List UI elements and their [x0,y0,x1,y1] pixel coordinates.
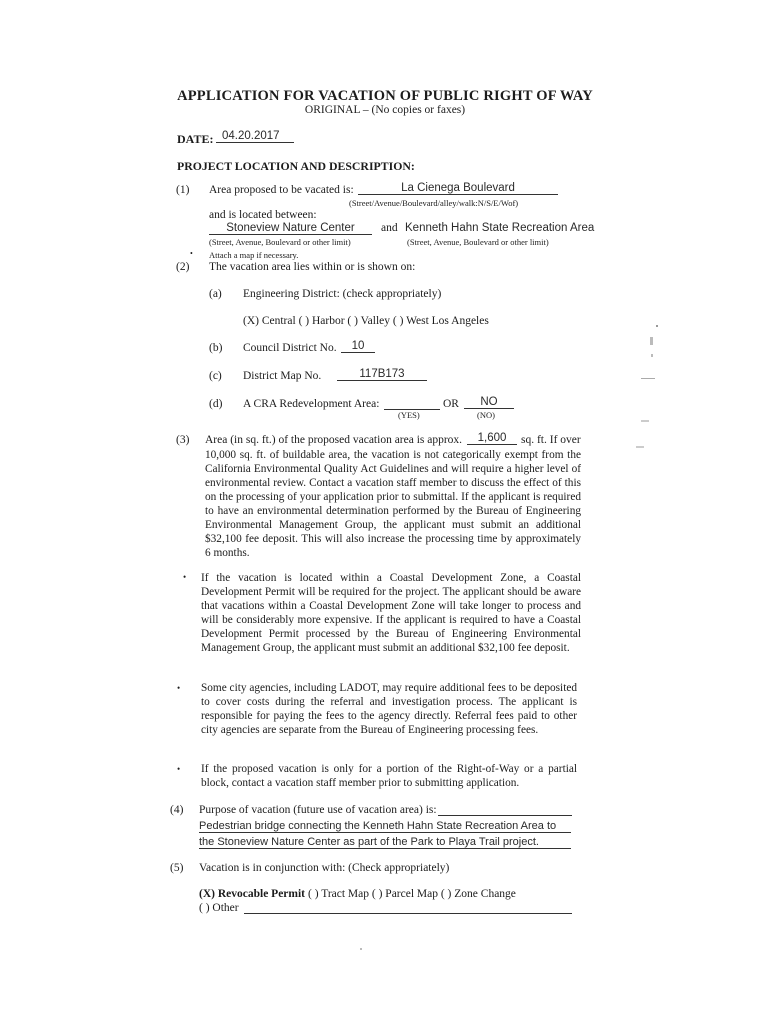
area-vacated-field[interactable]: La Cienega Boulevard [358,182,558,195]
cra-no-field[interactable]: NO [464,396,514,409]
cra-no-hint: (NO) [477,410,495,420]
other-option[interactable]: ( ) Other [199,902,239,914]
partial-vacation-note: If the proposed vacation is only for a portion of the Right-of-Way or a partial block, contact a vacation staff member prior to submitting application. [201,763,577,789]
cra-yes-field[interactable] [384,396,440,410]
district-map-field[interactable]: 117B173 [337,368,427,381]
area-sqft-label: Area (in sq. ft.) of the proposed vacation area is approx. [205,434,463,446]
street2-hint: (Street, Avenue, Boulevard or other limit) [407,237,549,247]
date-field[interactable]: 04.20.2017 [216,130,294,143]
area-vacated-hint: (Street/Avenue/Boulevard/alley/walk:N/S/E/Wof) [349,198,519,208]
section-heading: PROJECT LOCATION AND DESCRIPTION: [177,159,415,173]
scan-speck [651,354,653,357]
and-label: and [381,222,398,234]
scan-speck [641,378,655,379]
item2a-number: (a) [209,288,222,300]
street1-field[interactable]: Stoneview Nature Center [209,222,372,235]
engineering-district-label: Engineering District: (check appropriately) [243,288,442,300]
other-field[interactable] [244,900,572,914]
bullet-dot: • [177,764,181,774]
cra-or-label: OR [443,398,459,410]
bullet-dot: • [183,572,187,582]
purpose-field-line2[interactable]: the Stoneview Nature Center as part of the Park to Playa Trail project. [199,836,571,849]
conjunction-label: Vacation is in conjunction with: (Check appropriately) [199,862,450,874]
bullet-dot: • [190,249,193,258]
street2-field[interactable]: Kenneth Hahn State Recreation Area [405,222,595,234]
bullet-dot: • [177,683,181,693]
item2b-number: (b) [209,342,223,354]
scan-speck [641,420,649,422]
cra-yes-hint: (YES) [398,410,420,420]
page-title: APPLICATION FOR VACATION OF PUBLIC RIGHT OF WAY [177,88,593,104]
cra-area-label: A CRA Redevelopment Area: [243,398,380,410]
area-sqft-field[interactable]: 1,600 [467,432,517,445]
other-map-options[interactable]: ( ) Tract Map ( ) Parcel Map ( ) Zone Change [308,888,516,900]
located-between-label: and is located between: [209,209,317,221]
scan-speck [656,325,658,327]
agency-fees-note: Some city agencies, including LADOT, may require additional fees to be deposited to cover costs during the referral and investigation process. The applicant is responsible for paying the fees to the agency directly. Referral fees paid to other city agencies are separate from the Bureau of Engineering processing fees. [201,682,577,736]
scan-speck [360,948,362,950]
item4-number: (4) [170,804,184,816]
purpose-field-line1[interactable]: Pedestrian bridge connecting the Kenneth Hahn State Recreation Area to [199,820,571,833]
item1-label: Area proposed to be vacated is: [209,184,354,196]
revocable-permit-option[interactable]: (X) Revocable Permit [199,888,306,900]
street1-hint: (Street, Avenue, Boulevard or other limit) [209,237,351,247]
district-options[interactable]: (X) Central ( ) Harbor ( ) Valley ( ) West Los Angeles [243,315,489,327]
area-sqft-suffix: sq. ft. If over [521,434,581,446]
attach-map-note: Attach a map if necessary. [209,250,299,260]
item1-number: (1) [176,184,190,196]
item2-label: The vacation area lies within or is shown on: [209,261,416,273]
council-district-field[interactable]: 10 [341,340,375,353]
council-district-label: Council District No. [243,342,337,354]
page-subtitle: ORIGINAL – (No copies or faxes) [304,104,466,116]
purpose-line-blank [438,802,572,816]
date-label: DATE: [177,132,214,146]
scan-speck [650,337,653,345]
district-map-label: District Map No. [243,370,322,382]
purpose-label: Purpose of vacation (future use of vacation area) is: [199,804,437,816]
item2c-number: (c) [209,370,222,382]
item2-number: (2) [176,261,190,273]
environmental-review-paragraph: 10,000 sq. ft. of buildable area, the vacation is not categorically exempt from the California Environmental Quality Act Guidelines and will require a higher level of environmental review. Contact a vacation staff member to discuss the effect of this on the processing of your application prior to submittal. If the applicant is required to have an environmental determination performed by the Bureau of Engineering Environmental Management Group, the applicant must submit an additional $32,100 fee deposit. This will also increase the processing time by approximately 6 months. [205,449,581,559]
item5-number: (5) [170,862,184,874]
coastal-zone-note: If the vacation is located within a Coastal Development Zone, a Coastal Development Permit will be required for the project. The applicant should be aware that vacations within a Coastal Development Zone will take longer to process and will be considerably more expensive. If the applicant is required to have a Coastal Development Permit processed by the Bureau of Engineering Environmental Management Group, the applicant must submit an additional $32,100 fee deposit. [201,572,581,654]
item3-number: (3) [176,434,190,446]
scan-speck [636,446,644,448]
item2d-number: (d) [209,398,223,410]
